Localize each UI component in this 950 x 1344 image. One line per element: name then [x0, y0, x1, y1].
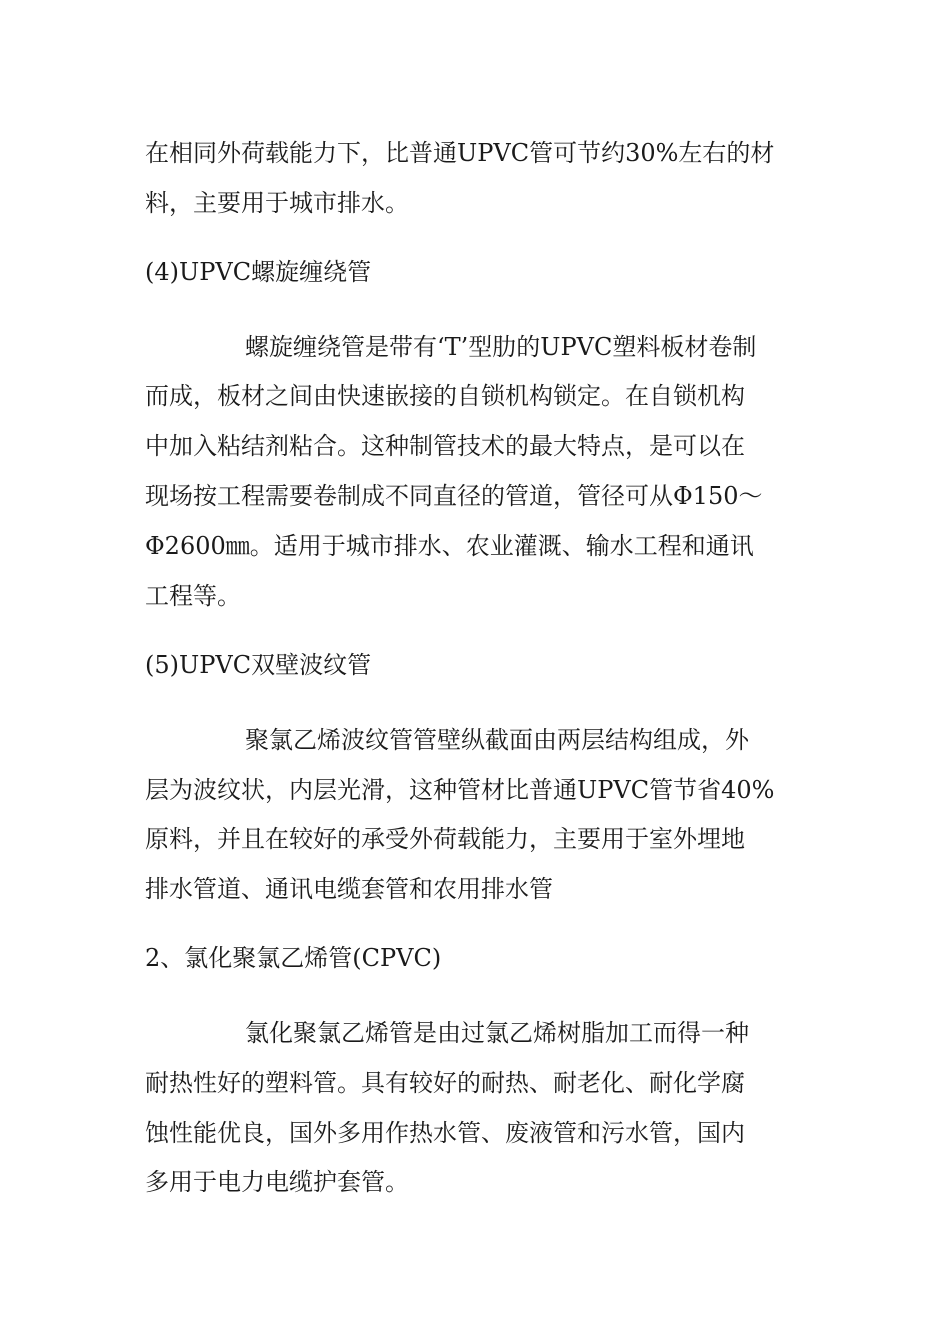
paragraph-line: 蚀性能优良，国外多用作热水管、废液管和污水管，国内	[145, 1119, 745, 1147]
paragraph-line: 现场按工程需要卷制成不同直径的管道，管径可从Φ150～	[145, 482, 763, 510]
section-heading: (5)UPVC双壁波纹管	[145, 651, 372, 679]
paragraph-line: 氯化聚氯乙烯管是由过氯乙烯树脂加工而得一种	[245, 1019, 749, 1047]
paragraph-line: 聚氯乙烯波纹管管壁纵截面由两层结构组成，外	[245, 726, 749, 754]
paragraph-line: 螺旋缠绕管是带有‘T’型肋的UPVC塑料板材卷制	[245, 333, 757, 361]
paragraph-line: 耐热性好的塑料管。具有较好的耐热、耐老化、耐化学腐	[145, 1069, 745, 1097]
paragraph-line: Φ2600㎜。适用于城市排水、农业灌溉、输水工程和通讯	[145, 532, 754, 560]
paragraph-line: 而成，板材之间由快速嵌接的自锁机构锁定。在自锁机构	[145, 382, 745, 410]
section-heading: 2、氯化聚氯乙烯管(CPVC)	[145, 944, 442, 972]
paragraph-line: 原料，并且在较好的承受外荷载能力，主要用于室外埋地	[145, 825, 745, 853]
paragraph-line: 排水管道、通讯电缆套管和农用排水管	[145, 875, 553, 903]
paragraph-line: 多用于电力电缆护套管。	[145, 1168, 409, 1196]
section-heading: (4)UPVC螺旋缠绕管	[145, 258, 372, 286]
paragraph-line: 在相同外荷载能力下，比普通UPVC管可节约30%左右的材	[145, 139, 775, 167]
paragraph-line: 工程等。	[145, 582, 241, 610]
paragraph-line: 料，主要用于城市排水。	[145, 189, 409, 217]
paragraph-line: 层为波纹状，内层光滑，这种管材比普通UPVC管节省40%	[145, 776, 775, 804]
paragraph-line: 中加入粘结剂粘合。这种制管技术的最大特点，是可以在	[145, 432, 745, 460]
